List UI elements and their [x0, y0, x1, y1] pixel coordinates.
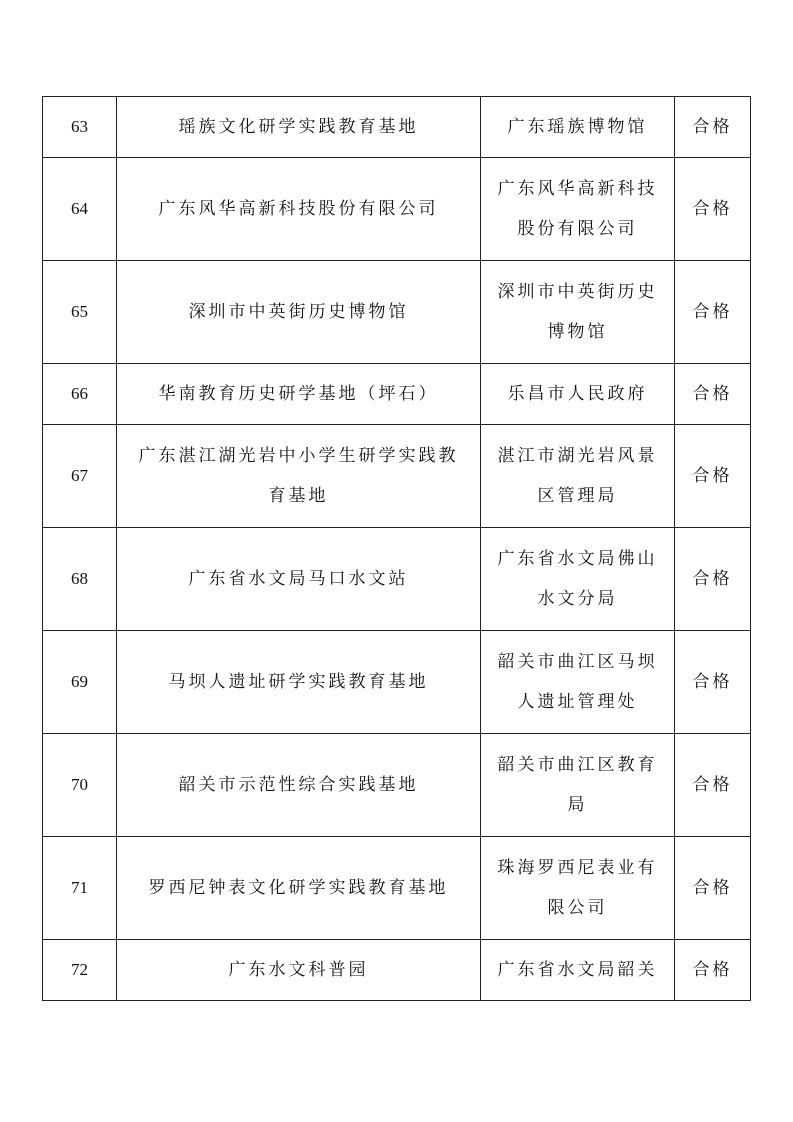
- responsible-unit: [481, 261, 675, 364]
- row-number: 69: [43, 631, 117, 734]
- result-status: 合格: [675, 158, 751, 261]
- row-number: 72: [43, 940, 117, 1001]
- base-name: 瑶族文化研学实践教育基地: [117, 97, 481, 158]
- unit-line: 湛江市湖光岩风景: [497, 446, 658, 466]
- row-number: 68: [43, 528, 117, 631]
- unit-line: 深圳市中英街历史: [497, 282, 658, 302]
- result-status: 合格: [675, 261, 751, 364]
- result-status: 合格: [675, 97, 751, 158]
- result-status: 合格: [675, 837, 751, 940]
- table-body: [43, 97, 751, 1001]
- row-number: 63: [43, 97, 117, 158]
- table-row: [43, 631, 751, 734]
- responsible-unit: [481, 837, 675, 940]
- row-number: 64: [43, 158, 117, 261]
- responsible-unit: [481, 97, 675, 158]
- row-number: 67: [43, 425, 117, 528]
- row-number: 65: [43, 261, 117, 364]
- result-status: 合格: [675, 631, 751, 734]
- unit-line: 珠海罗西尼表业有: [497, 858, 658, 878]
- base-name: 广东水文科普园: [117, 940, 481, 1001]
- result-status: 合格: [675, 425, 751, 528]
- table-row: [43, 97, 751, 158]
- result-status: 合格: [675, 940, 751, 1001]
- unit-line: 股份有限公司: [517, 219, 638, 239]
- base-name: 马坝人遗址研学实践教育基地: [117, 631, 481, 734]
- unit-line: 广东省水文局韶关: [497, 960, 658, 980]
- base-name: 华南教育历史研学基地（坪石）: [117, 364, 481, 425]
- table-row: [43, 528, 751, 631]
- unit-line: 韶关市曲江区马坝: [497, 652, 658, 672]
- responsible-unit: [481, 734, 675, 837]
- base-name: 深圳市中英街历史博物馆: [117, 261, 481, 364]
- responsible-unit: [481, 158, 675, 261]
- responsible-unit: [481, 528, 675, 631]
- unit-line: 广东省水文局佛山: [497, 549, 658, 569]
- table-row: [43, 734, 751, 837]
- table-row: [43, 158, 751, 261]
- result-status: 合格: [675, 528, 751, 631]
- table-row: [43, 940, 751, 1001]
- table-row: [43, 364, 751, 425]
- table-row: [43, 425, 751, 528]
- unit-line: 韶关市曲江区教育: [497, 755, 658, 775]
- base-name: 广东风华高新科技股份有限公司: [117, 158, 481, 261]
- base-name: 罗西尼钟表文化研学实践教育基地: [117, 837, 481, 940]
- unit-line: 乐昌市人民政府: [507, 384, 648, 404]
- unit-line: 人遗址管理处: [517, 692, 638, 712]
- result-status: 合格: [675, 364, 751, 425]
- unit-line: 限公司: [547, 898, 608, 918]
- base-name: 广东湛江湖光岩中小学生研学实践教育基地: [117, 425, 481, 528]
- unit-line: 广东瑶族博物馆: [507, 117, 648, 137]
- evaluation-results-table: [42, 96, 751, 1001]
- unit-line: 局: [567, 795, 588, 815]
- responsible-unit: [481, 364, 675, 425]
- row-number: 70: [43, 734, 117, 837]
- row-number: 71: [43, 837, 117, 940]
- unit-line: 博物馆: [547, 322, 608, 342]
- responsible-unit: [481, 425, 675, 528]
- responsible-unit: [481, 631, 675, 734]
- result-status: 合格: [675, 734, 751, 837]
- responsible-unit: [481, 940, 675, 1001]
- base-name: 韶关市示范性综合实践基地: [117, 734, 481, 837]
- unit-line: 区管理局: [537, 486, 618, 506]
- table-row: [43, 837, 751, 940]
- row-number: 66: [43, 364, 117, 425]
- table-row: [43, 261, 751, 364]
- unit-line: 水文分局: [537, 589, 618, 609]
- base-name: 广东省水文局马口水文站: [117, 528, 481, 631]
- unit-line: 广东风华高新科技: [497, 179, 658, 199]
